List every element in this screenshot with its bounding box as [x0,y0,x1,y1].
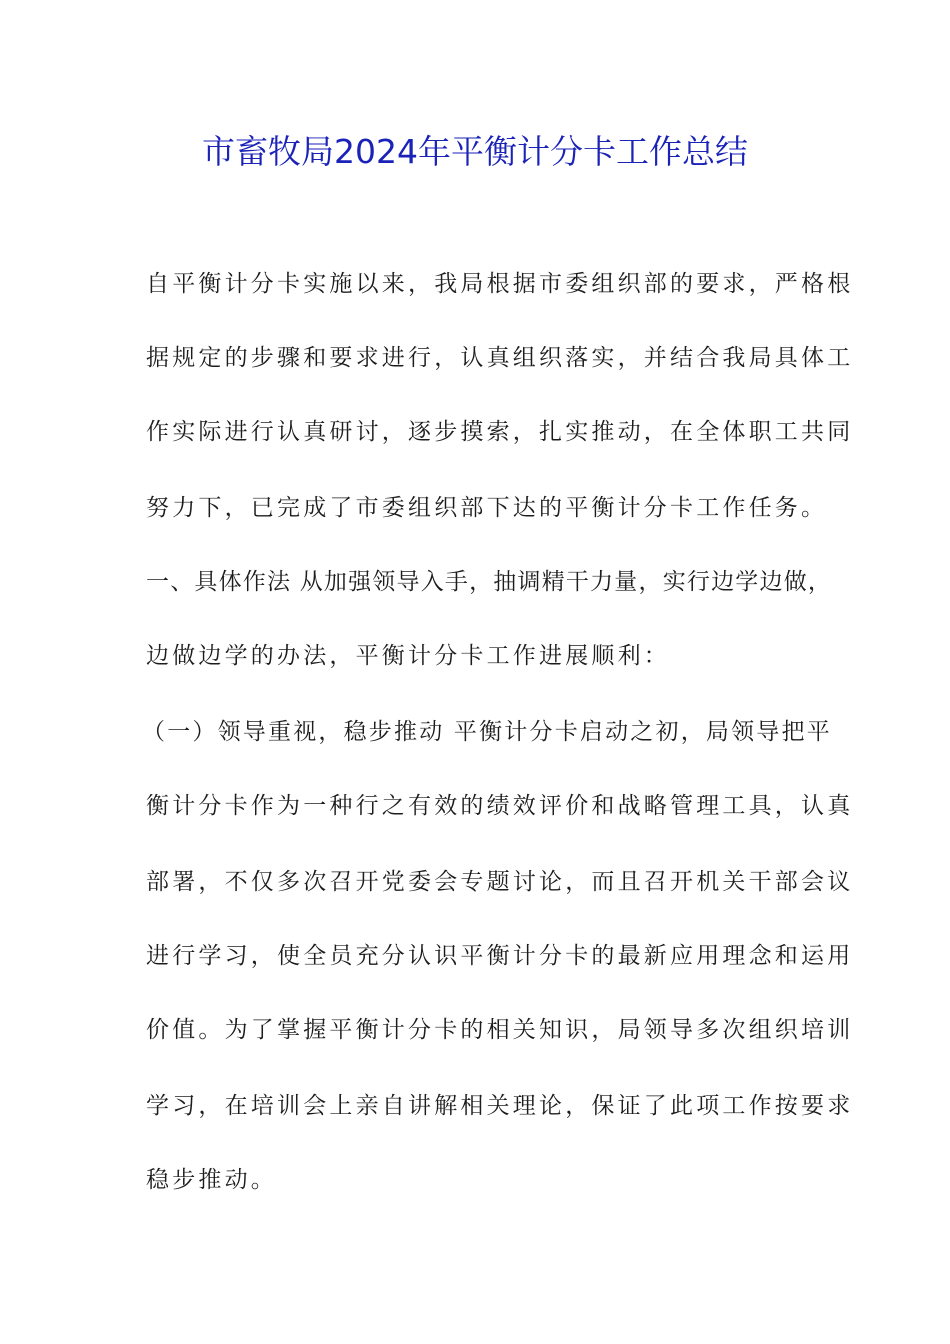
body-line-5: 一、具体作法 从加强领导入手，抽调精干力量，实行边学边做， [146,569,833,595]
body-line-3: 作实际进行认真研讨，逐步摸索，扎实推动，在全体职工共同 [146,419,854,445]
body-line-11: 价值。为了掌握平衡计分卡的相关知识，局领导多次组织培训 [146,1017,854,1043]
body-line-13: 稳步推动。 [146,1167,277,1193]
body-line-9: 部署，不仅多次召开党委会专题讨论，而且召开机关干部会议 [146,869,854,895]
body-line-7: （一）领导重视，稳步推动 平衡计分卡启动之初，局领导把平 [142,719,832,745]
body-line-4: 努力下，已完成了市委组织部下达的平衡计分卡工作任务。 [146,495,828,521]
body-line-2: 据规定的步骤和要求进行，认真组织落实，并结合我局具体工 [146,345,854,371]
body-line-12: 学习，在培训会上亲自讲解相关理论，保证了此项工作按要求 [146,1093,854,1119]
document-title: 市畜牧局2024年平衡计分卡工作总结 [202,132,748,171]
body-line-10: 进行学习，使全员充分认识平衡计分卡的最新应用理念和运用 [146,943,854,969]
body-line-8: 衡计分卡作为一种行之有效的绩效评价和战略管理工具，认真 [146,793,854,819]
body-line-1: 自平衡计分卡实施以来，我局根据市委组织部的要求，严格根 [146,271,854,297]
body-line-6: 边做边学的办法，平衡计分卡工作进展顺利： [146,643,670,669]
